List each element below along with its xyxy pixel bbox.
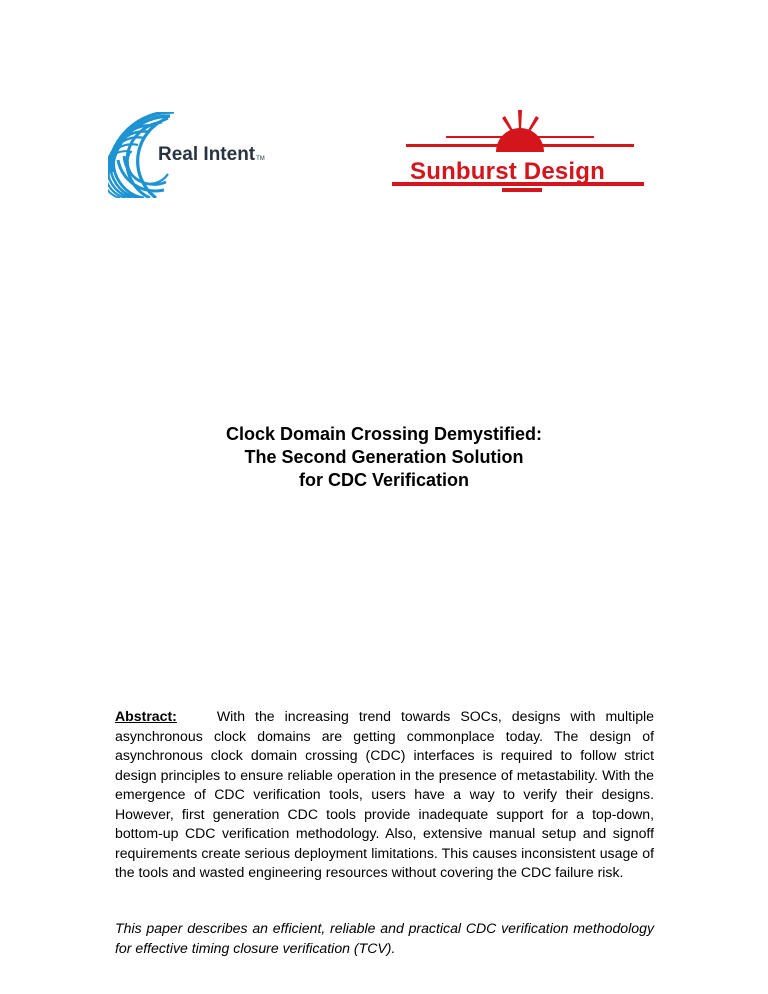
real-intent-wordmark (158, 144, 265, 166)
real-intent-logo (108, 112, 308, 198)
paper-title (100, 423, 668, 492)
real-intent-tm: TM (256, 156, 265, 162)
abstract-label: Abstract: (115, 708, 177, 724)
summary-paragraph: This paper describes an efficient, reliable and practical CDC verification methodology for effective timing closure verification (TCV). (115, 920, 654, 956)
title-line-2: The Second Generation Solution (244, 447, 524, 467)
abstract-paragraph (115, 707, 654, 883)
sunburst-wordmark: Sunburst Design (410, 158, 606, 185)
title-line-1: Clock Domain Crossing Demystified: (225, 424, 543, 444)
sunburst-design-logo (386, 108, 652, 194)
real-intent-name: Real Intent (158, 144, 256, 165)
abstract-text: With the increasing trend towards SOCs, designs with multiple asynchronous clock domains are getting commonplace today. The design of asynchronous clock domain crossing (CDC) interfaces is required to follow strict design principles to ensure reliable operation in the presence of metastability. With the emergence of CDC verification tools, users have a way to verify their designs. However, first generation CDC tools provide inadequate support for a top-down, bottom-up CDC verification methodology. Also, extensive manual setup and signoff requirements create serious deployment limitations. This causes inconsistent usage of the tools and wasted engineering resources without covering the CDC failure risk. (115, 708, 655, 880)
title-line-3: for CDC Verification (298, 470, 470, 490)
